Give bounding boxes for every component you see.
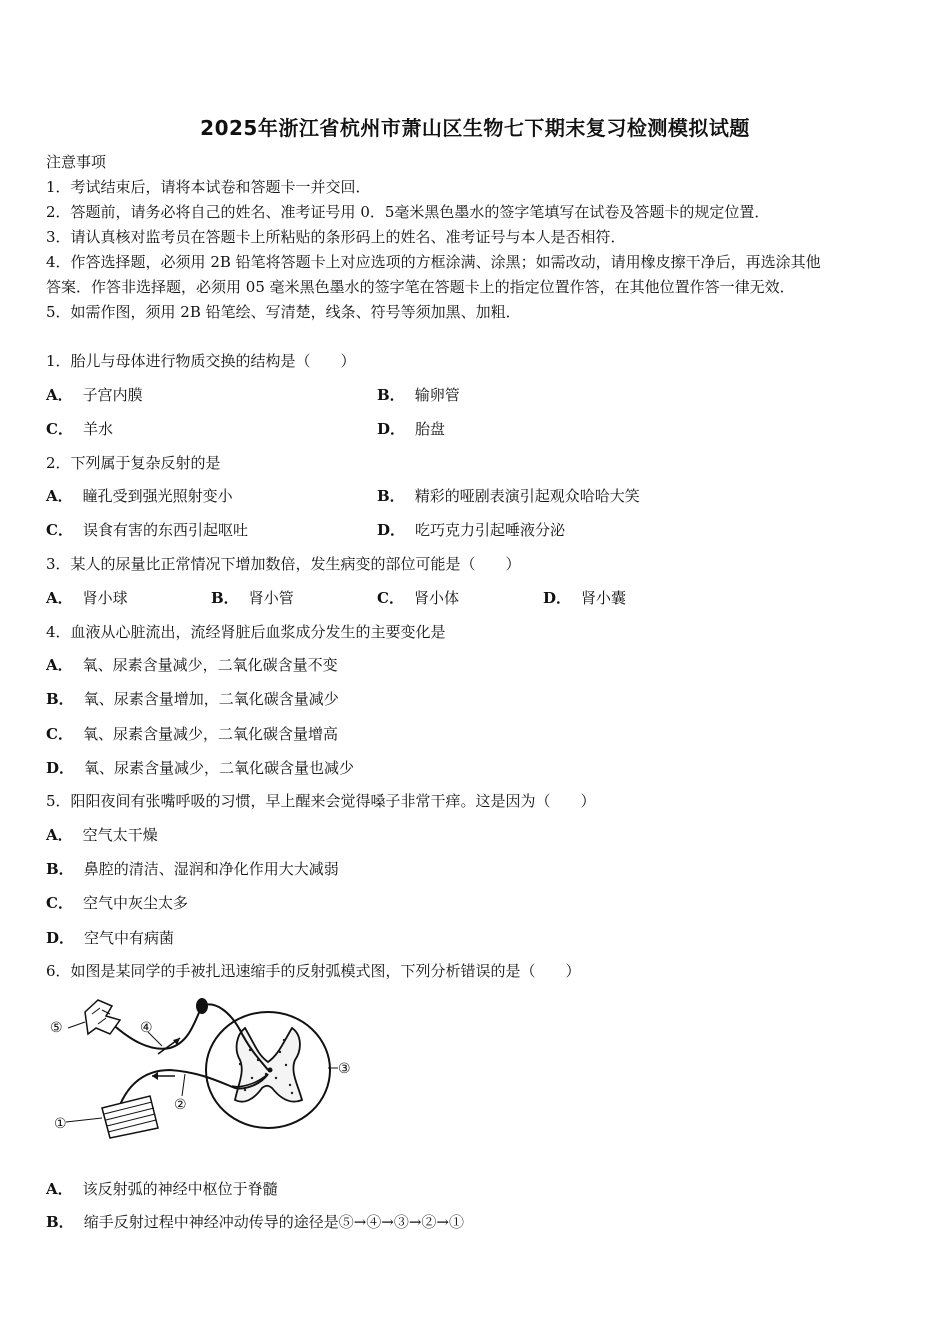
option-b: B． 鼻腔的清洁、湿润和净化作用大大减弱: [46, 860, 339, 878]
option-c: C． 空气中灰尘太多: [46, 894, 188, 912]
option-a: A． 子宫内膜: [46, 386, 143, 404]
notice-item: 3．请认真核对监考员在答题卡上所粘贴的条形码上的姓名、准考证号与本人是否相符．: [46, 228, 626, 246]
option-d: D． 胎盘: [377, 420, 446, 438]
option-d: D． 氧、尿素含量减少，二氧化碳含量也减少: [46, 759, 355, 777]
label-1: ①: [54, 1116, 67, 1132]
option-b: B． 精彩的哑剧表演引起观众哈哈大笑: [377, 487, 640, 505]
option-a: A． 瞳孔受到强光照射变小: [46, 487, 233, 505]
option-b: B． 肾小管: [211, 589, 294, 607]
central-canal: [268, 1068, 273, 1073]
label-5: ⑤: [50, 1020, 63, 1036]
notice-heading: 注意事项: [46, 153, 107, 171]
question-stem: 2．下列属于复杂反射的是: [46, 454, 221, 472]
question-stem: 5．阳阳夜间有张嘴呼吸的习惯，早上醒来会觉得嗓子非常干痒。这是因为（ ）: [46, 792, 596, 810]
question-stem: 3．某人的尿量比正常情况下增加数倍，发生病变的部位可能是（ ）: [46, 555, 521, 573]
option-a: A． 肾小球: [46, 589, 128, 607]
option-d: D． 吃巧克力引起唾液分泌: [377, 521, 566, 539]
notice-item: 2．答题前，请务必将自己的姓名、准考证号用 0．5毫米黑色墨水的签字笔填写在试卷及答题卡的规定位置．: [46, 203, 770, 221]
label-4: ④: [140, 1020, 153, 1036]
notice-item: 1．考试结束后，请将本试卷和答题卡一并交回．: [46, 178, 371, 196]
page-title: 2025年浙江省杭州市萧山区生物七下期末复习检测模拟试题: [200, 116, 750, 140]
option-d: D． 肾小囊: [543, 589, 627, 607]
option-b: B． 氧、尿素含量增加，二氧化碳含量减少: [46, 690, 339, 708]
effector-muscle: [102, 1096, 158, 1138]
notice-item: 答案．作答非选择题，必须用 05 毫米黑色墨水的签字笔在答题卡上的指定位置作答，在其他位置作答一律无效．: [46, 278, 795, 296]
option-b: B． 缩手反射过程中神经冲动传导的途径是⑤→④→③→②→①: [46, 1213, 464, 1231]
receptor-skin: [85, 1000, 120, 1034]
notice-item: 5．如需作图，须用 2B 铅笔绘、写清楚，线条、符号等须加黑、加粗．: [46, 303, 521, 321]
option-a: A． 空气太干燥: [46, 826, 158, 844]
option-a: A． 该反射弧的神经中枢位于脊髓: [46, 1180, 278, 1198]
label-2: ②: [174, 1097, 187, 1113]
question-stem: 6．如图是某同学的手被扎迅速缩手的反射弧模式图，下列分析错误的是（ ）: [46, 962, 581, 980]
question-stem: 1．胎儿与母体进行物质交换的结构是（ ）: [46, 352, 356, 370]
option-c: C． 误食有害的东西引起呕吐: [46, 521, 248, 539]
reflex-arc-diagram: [40, 990, 370, 1150]
option-d: D． 空气中有病菌: [46, 929, 175, 947]
label-3: ③: [338, 1061, 351, 1077]
option-a: A． 氧、尿素含量减少，二氧化碳含量不变: [46, 656, 338, 674]
option-b: B． 输卵管: [377, 386, 460, 404]
option-c: C． 肾小体: [377, 589, 459, 607]
option-c: C． 羊水: [46, 420, 113, 438]
question-stem: 4．血液从心脏流出，流经肾脏后血浆成分发生的主要变化是: [46, 623, 446, 641]
option-c: C． 氧、尿素含量减少，二氧化碳含量增高: [46, 725, 338, 743]
notice-item: 4．作答选择题，必须用 2B 铅笔将答题卡上对应选项的方框涂满、涂黑；如需改动，请用橡皮擦干净后，再选涂其他: [46, 253, 821, 271]
